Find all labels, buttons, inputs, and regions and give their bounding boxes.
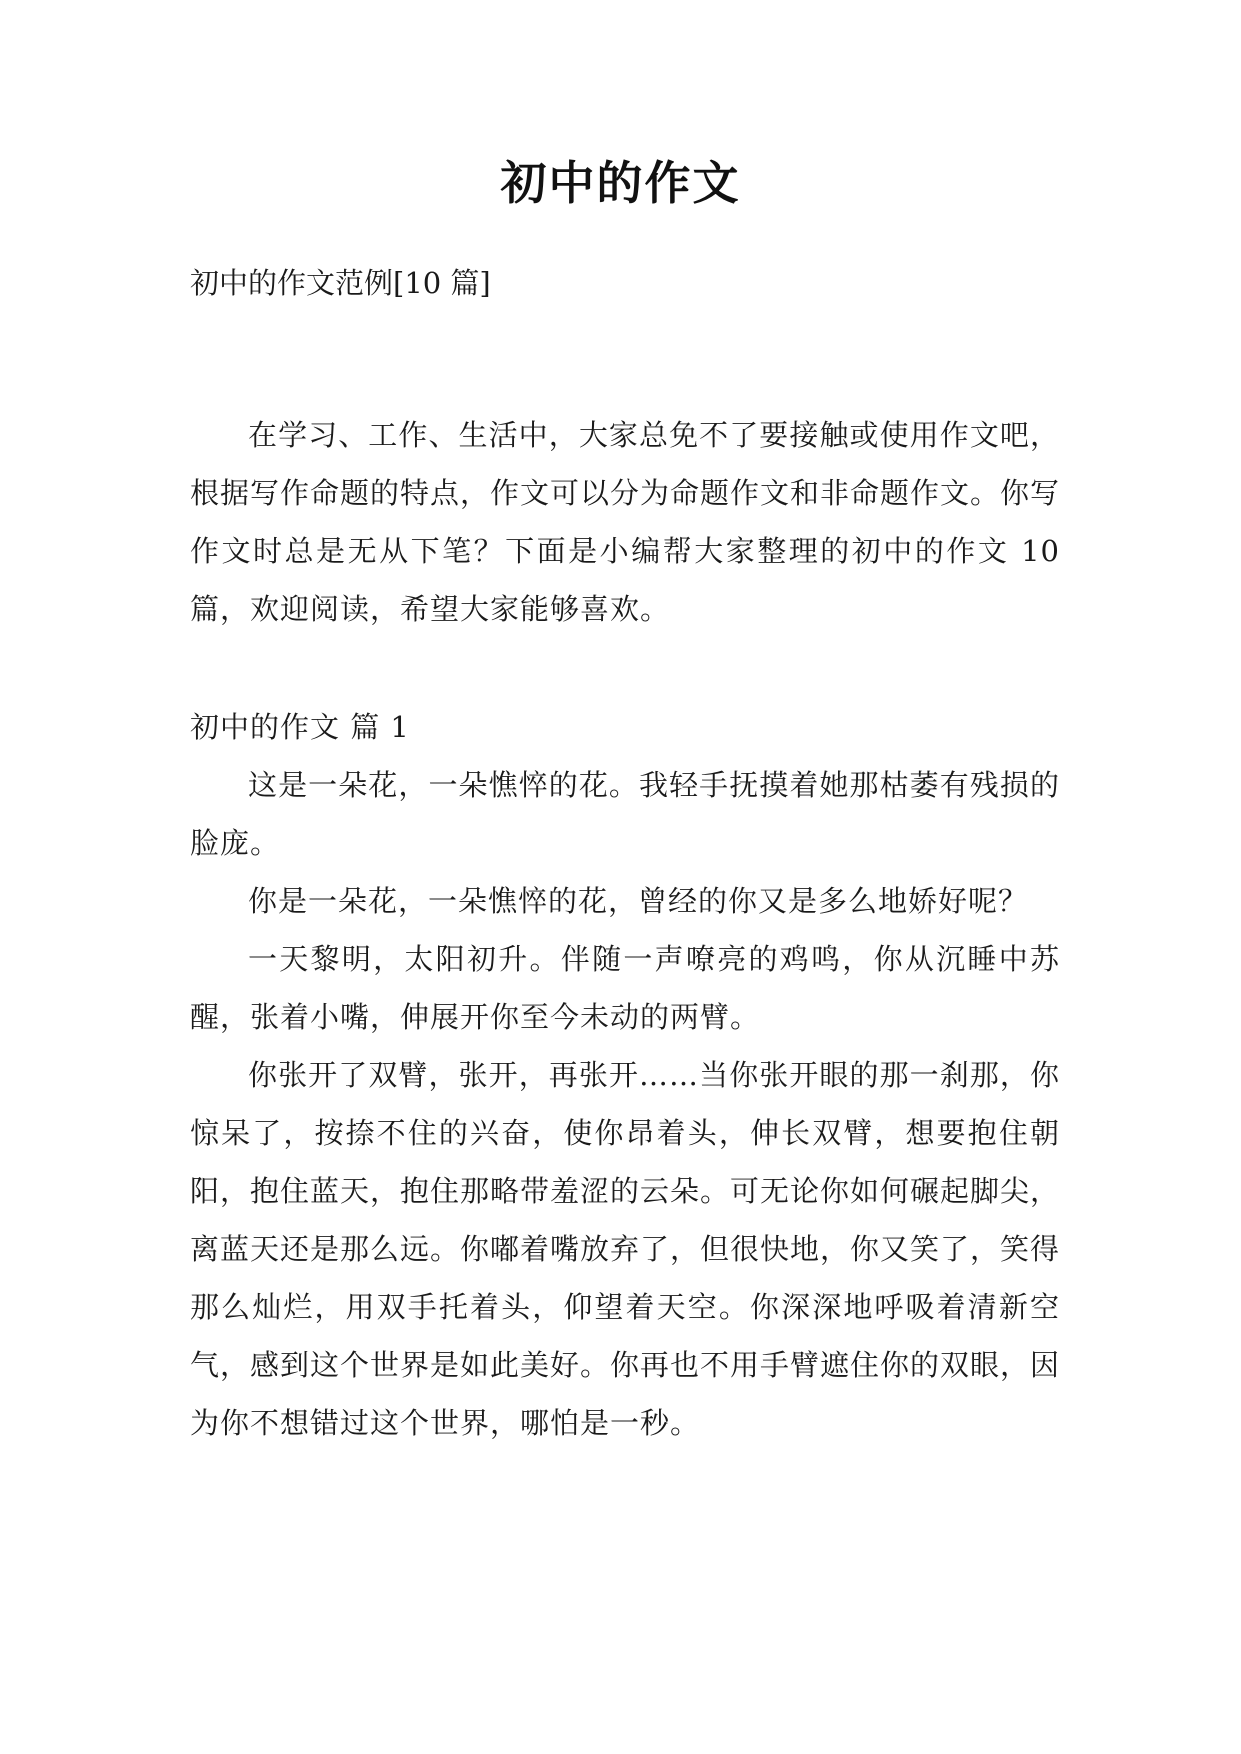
intro-paragraph: 在学习、工作、生活中，大家总免不了要接触或使用作文吧，根据写作命题的特点，作文可以分为命题作文和非命题作文。你写作文时总是无从下笔？下面是小编帮大家整理的初中的作文 10 篇，欢迎阅读，希望大家能够喜欢。 — [190, 418, 1061, 626]
essay-1-heading: 初中的作文 篇 1 — [190, 710, 410, 744]
intro-section — [190, 406, 1060, 638]
essay-1-paragraph-4: 你张开了双臂，张开，再张开……当你张开眼的那一刹那，你惊呆了，按捺不住的兴奋，使你昂着头，伸长双臂，想要抱住朝阳，抱住蓝天，抱住那略带羞涩的云朵。可无论你如何碾起脚尖，离蓝天还是那么远。你嘟着嘴放弃了，但很快地，你又笑了，笑得那么灿烂，用双手托着头，仰望着天空。你深深地呼吸着清新空气，感到这个世界是如此美好。你再也不用手臂遮住你的双眼，因为你不想错过这个世界，哪怕是一秒。 — [190, 1058, 1061, 1440]
essay-1-section — [190, 698, 1060, 1452]
document-subtitle: 初中的作文范例[10 篇] — [190, 266, 491, 300]
essay-1-paragraph-3: 一天黎明，太阳初升。伴随一声嘹亮的鸡鸣，你从沉睡中苏醒，张着小嘴，伸展开你至今未动的两臂。 — [190, 942, 1060, 1034]
essay-1-paragraph-2: 你是一朵花，一朵憔悴的花，曾经的你又是多么地娇好呢？ — [248, 884, 1029, 918]
document-title: 初中的作文 — [500, 156, 741, 210]
essay-1-paragraph-1: 这是一朵花，一朵憔悴的花。我轻手抚摸着她那枯萎有残损的脸庞。 — [190, 768, 1060, 860]
